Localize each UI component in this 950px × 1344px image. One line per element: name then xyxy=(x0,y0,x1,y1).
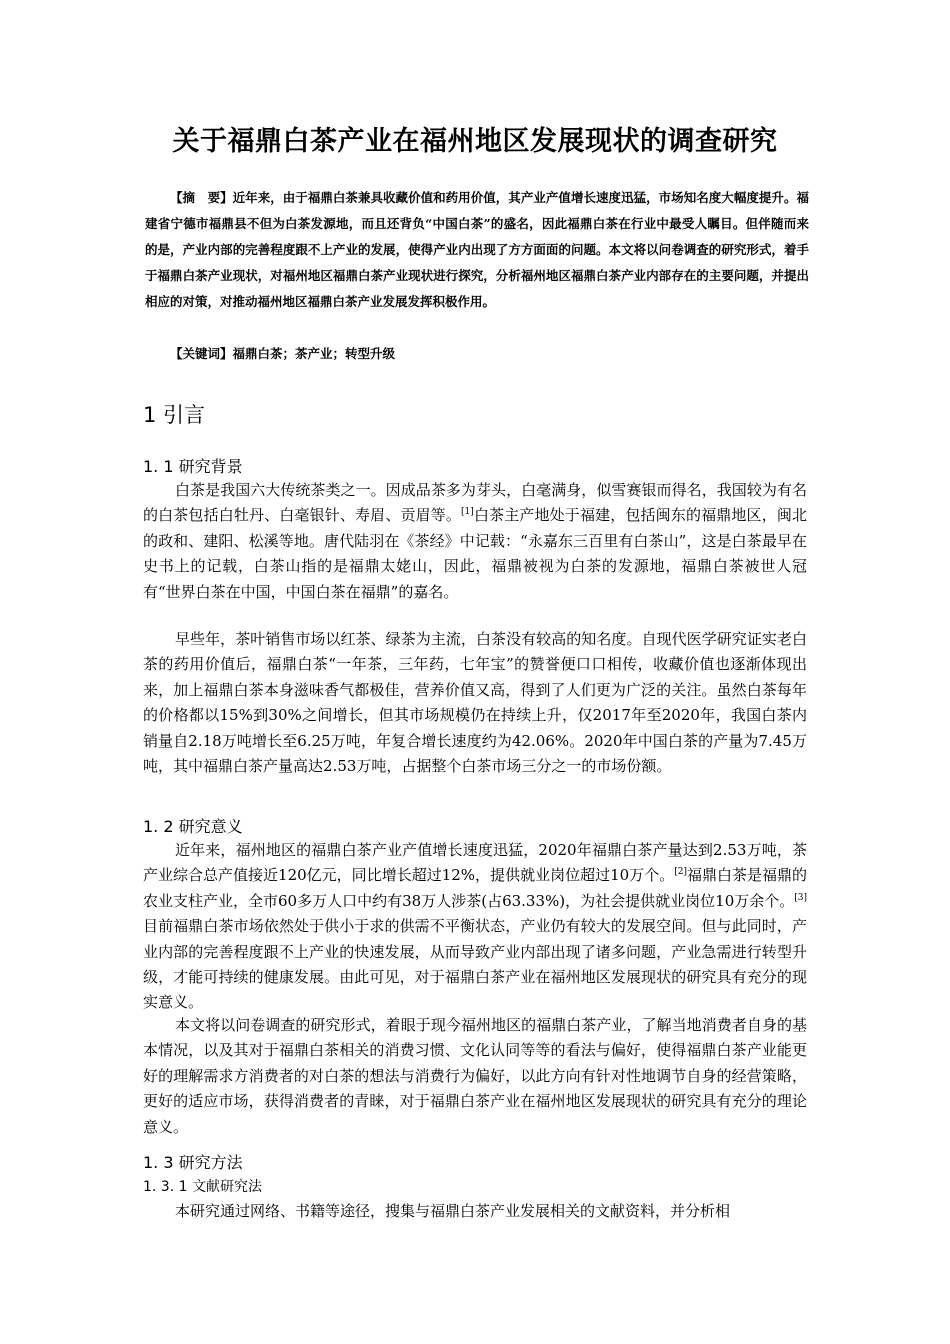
paragraph-text: 白茶主产地处于福建，包括闽东的福鼎地区，闽北的政和、建阳、松溪等地。唐代陆羽在《茶经》中记载：“永嘉东三百里有白茶山”，这是白茶最早在史书上的记载，白茶山指的是福鼎太姥山，因此，福鼎被视为白茶的发源地，福鼎白茶被世人冠有“世界白茶在中国，中国白茶在福鼎”的嘉名。 xyxy=(143,506,807,601)
section-heading-significance: 1. 2 研究意义 xyxy=(143,817,243,836)
citation-ref: [2] xyxy=(674,867,687,878)
section-heading-intro: 1 引言 xyxy=(143,403,206,427)
abstract-text: 近年来，由于福鼎白茶兼具收藏价值和药用价值，其产业产值增长速度迅猛，市场知名度大幅度提升。福建省宁德市福鼎县不但为白茶发源地，而且还背负“中国白茶”的盛名，因此福鼎白茶在行业中最受人瞩目。但伴随而来的是，产业内部的完善程度跟不上产业的发展，使得产业内出现了方方面面的问题。本文将以问卷调查的研究形式，着手于福鼎白茶产业现状，对福州地区福鼎白茶产业现状进行探究，分析福州地区福鼎白茶产业内部存在的主要问题，并提出相应的对策，对推动福州地区福鼎白茶产业发展发挥积极作用。 xyxy=(145,190,809,309)
paragraph-text: 白茶是我国六大传统茶类之一。因成品茶多为芽头，白毫满身，似雪赛银而得名，我国较为有名的白茶包括白牡丹、白毫银针、寿眉、贡眉等。 xyxy=(143,481,807,525)
paragraph-background-1 xyxy=(143,478,807,605)
paragraph-literature: 本研究通过网络、书籍等途径，搜集与福鼎白茶产业发展相关的文献资料，并分析相 xyxy=(175,1202,731,1220)
section-heading-methods: 1. 3 研究方法 xyxy=(143,1153,243,1172)
paragraph-text: 近年来，福州地区的福鼎白茶产业产值增长速度迅猛，2020年福鼎白茶产量达到2.53万吨，茶产业综合总产值接近120亿元，同比增长超过12%，提供就业岗位超过10万个。 xyxy=(143,841,807,885)
citation-ref: [3] xyxy=(794,892,807,903)
abstract xyxy=(145,185,809,315)
paragraph-significance-2: 本文将以问卷调查的研究形式，着眼于现今福州地区的福鼎白茶产业，了解当地消费者自身的基本情况，以及其对于福鼎白茶相关的消费习惯、文化认同等等的看法与偏好，使得福鼎白茶产业能更好的理解需求方消费者的对白茶的想法与消费行为偏好，以此方向有针对性地调节自身的经营策略，更好的适应市场，获得消费者的青睐，对于福鼎白茶产业在福州地区发展现状的研究具有充分的理论意义。 xyxy=(143,1016,807,1136)
abstract-label: 【摘 要】 xyxy=(170,190,233,205)
keywords-text: 福鼎白茶；茶产业；转型升级 xyxy=(232,346,396,361)
keywords-label: 【关键词】 xyxy=(170,346,233,361)
citation-ref: [1] xyxy=(461,507,474,518)
paragraph-text: 目前福鼎白茶市场依然处于供小于求的供需不平衡状态，产业仍有较大的发展空间。但与此同时，产业内部的完善程度跟不上产业的快速发展，从而导致产业内部出现了诸多问题，产业急需进行转型升级，才能可持续的健康发展。由此可见，对于福鼎白茶产业在福州地区发展现状的研究具有充分的现实意义。 xyxy=(143,917,807,1012)
paragraph-significance-1 xyxy=(143,838,807,1016)
keywords xyxy=(145,341,809,367)
paragraph-background-2: 早些年，茶叶销售市场以红茶、绿茶为主流，白茶没有较高的知名度。自现代医学研究证实老白茶的药用价值后，福鼎白茶“一年茶，三年药，七年宝”的赞誉便口口相传，收藏价值也逐渐体现出来，加上福鼎白茶本身滋味香气都极佳，营养价值又高，得到了人们更为广泛的关注。虽然白茶每年的价格都以15%到30%之间增长，但其市场规模仍在持续上升，仅2017年至2020年，我国白茶内销量自2.18万吨增长至6.25万吨，年复合增长速度约为42.06%。2020年中国白茶的产量为7.45万吨，其中福鼎白茶产量高达2.53万吨，占据整个白茶市场三分之一的市场份额。 xyxy=(143,630,807,776)
section-heading-background: 1. 1 研究背景 xyxy=(143,457,243,476)
paragraph-text: 福鼎白茶是福鼎的农业支柱产业，全市60多万人口中约有38万人涉茶(占63.33%)，为社会提供就业岗位10万余个。 xyxy=(143,866,807,910)
subsection-heading-literature: 1. 3. 1 文献研究法 xyxy=(143,1179,262,1195)
page-title: 关于福鼎白茶产业在福州地区发展现状的调查研究 xyxy=(172,126,778,157)
